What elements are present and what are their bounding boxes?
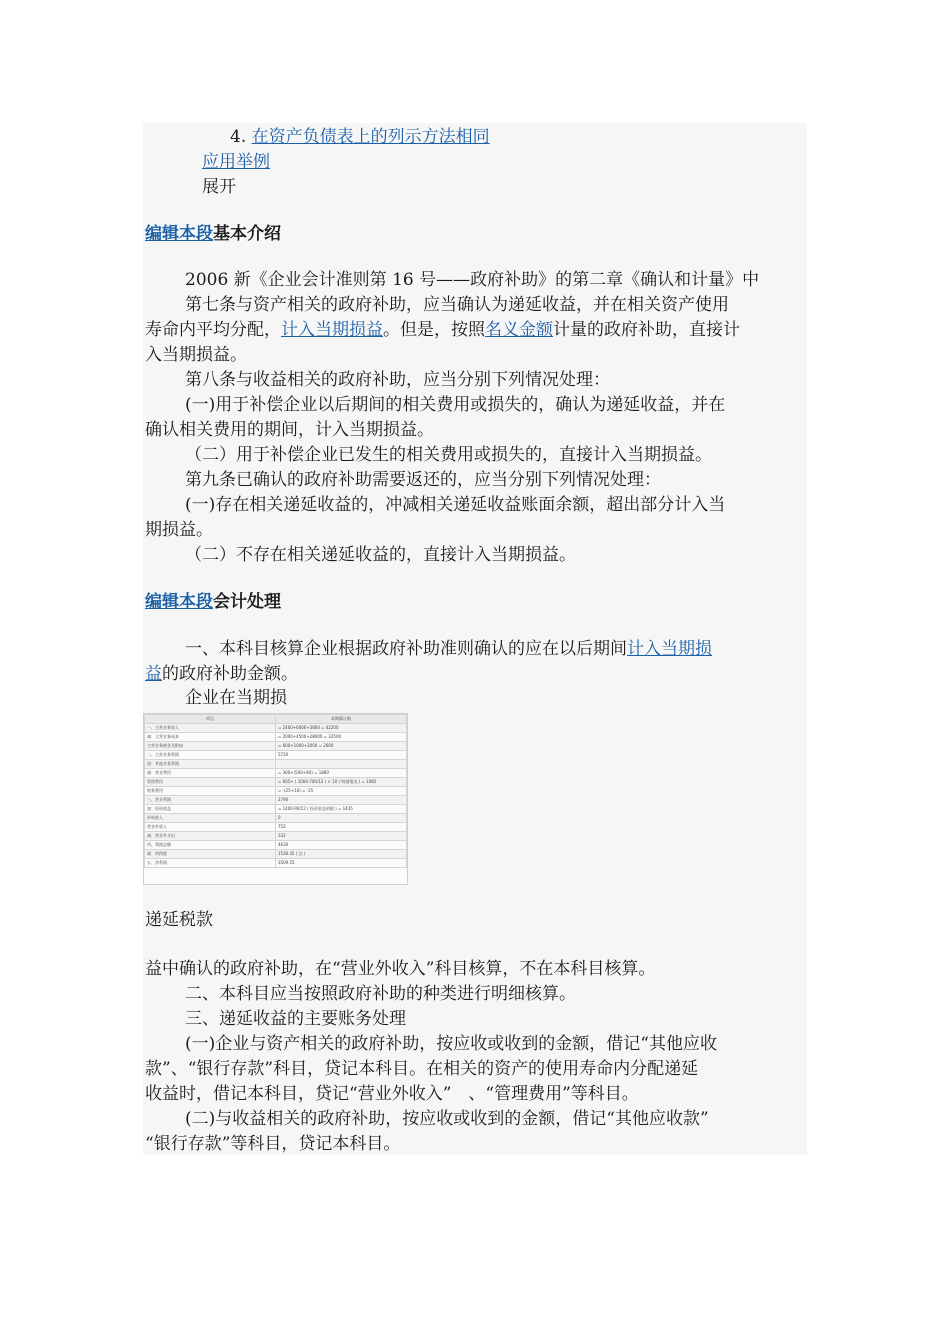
paragraph: 益中确认的政府补助，在“营业外收入”科目核算，不在本科目核算。 [145,959,656,979]
table-body [145,724,407,868]
toc-item-number: 4. [230,127,247,147]
table-row [145,787,407,796]
table-cell: 财务费用 [145,787,276,796]
table-row [145,796,407,805]
table-cell: 补贴收入 [145,814,276,823]
table-row [145,769,407,778]
table-row [145,814,407,823]
edit-section-link[interactable]: 编辑本段 [145,592,213,612]
table-cell: = -(25+10) = -35 [276,787,407,796]
table-cell: 减：所得税 [145,850,276,859]
paragraph-line: 确认相关费用的期间，计入当期损益。 [145,420,434,440]
link-profit-loss-cont[interactable]: 益 [145,664,162,684]
table-cell: 五、净利润 [145,859,276,868]
table-row [145,823,407,832]
paragraph-line: 款”、“银行存款”科目，贷记本科目。在相关的资产的使用寿命内分配递延 [145,1059,699,1079]
paragraph: （二）用于补偿企业已发生的相关费用或损失的，直接计入当期损益。 [185,445,712,465]
table-row [145,724,407,733]
table-cell: 二、主营业务利润 [145,751,276,760]
paragraph-line [145,318,740,343]
table-row [145,751,407,760]
paragraph: 递延税款 [145,910,213,930]
table-cell [276,760,407,769]
table-cell: 752 [276,823,407,832]
toc-link-example[interactable]: 应用举例 [202,152,270,172]
table-header-row [145,715,407,724]
table-cell: 减：主营业务成本 [145,733,276,742]
table-cell: 营业外收入 [145,823,276,832]
section-title: 基本介绍 [213,224,281,244]
table-cell: = 2000+4500+28000 = 32500 [276,733,407,742]
paragraph: 二、本科目应当按照政府补助的种类进行明细核算。 [185,984,576,1004]
text-span: 寿命内平均分配， [145,320,281,340]
paragraph-line: 期损益。 [145,520,213,540]
table-cell: 减：营业费用 [145,769,276,778]
toc-item-4 [230,125,490,150]
section-title: 会计处理 [213,592,281,612]
paragraph: 第八条与收益相关的政府补助，应当分别下列情况处理： [185,370,610,390]
table-cell: 0 [276,814,407,823]
toc-link-balance-sheet[interactable]: 在资产负债表上的列示方法相同 [251,127,490,147]
paragraph: (一)企业与资产相关的政府补助，按应收或收到的金额，借记“其他应收 [185,1034,717,1054]
expand-label[interactable]: 展开 [202,177,236,197]
income-statement-figure [143,713,408,885]
paragraph: (一)存在相关递延收益的，冲减相关递延收益账面余额，超出部分计入当 [185,495,726,515]
paragraph-line [185,637,712,662]
table-cell: 管理费用 [145,778,276,787]
table-cell: = 605+ ( 1000-700/12 ) × 10 ( 明细情况 ) = 1085 [276,778,407,787]
paragraph: 三、递延收益的主要账务处理 [185,1009,406,1029]
section-heading-intro [145,222,281,247]
text-span: 一、本科目核算企业根据政府补助准则确认的应在以后期间 [185,639,627,659]
text-span: 的政府补助金额。 [162,664,298,684]
table-cell: 三、营业利润 [145,796,276,805]
paragraph: (一)用于补偿企业以后期间的相关费用或损失的，确认为递延收益，并在 [185,395,726,415]
table-cell: 加：投资收益 [145,805,276,814]
paragraph-line: “银行存款”等科目，贷记本科目。 [145,1134,401,1154]
table-cell: 减：营业外支出 [145,832,276,841]
paragraph: (二)与收益相关的政府补助，按应收或收到的金额，借记“其他应收款” [185,1109,709,1129]
paragraph: 第七条与资产相关的政府补助，应当确认为递延收益，并在相关资产使用 [185,295,729,315]
table-header-cell: 本期累计数 [276,715,407,724]
table-row [145,742,407,751]
edit-section-link[interactable]: 编辑本段 [145,224,213,244]
table-cell: 332 [276,832,407,841]
table-row [145,733,407,742]
table-cell: = 2400+6000+3800 = 42200 [276,724,407,733]
table-row [145,850,407,859]
link-nominal-amount[interactable]: 名义金额 [485,320,553,340]
table-row [145,832,407,841]
income-statement-table [144,714,407,868]
table-cell: 加：其他业务利润 [145,760,276,769]
paragraph-line: 收益时，借记本科目，贷记“营业外收入” 、“管理费用”等科目。 [145,1084,639,1104]
table-cell: = 600+1000+2000 = 2600 [276,742,407,751]
paragraph-line [145,662,298,687]
table-header-cell: 项目 [145,715,276,724]
section-heading-accounting [145,590,281,615]
table-cell: 主营业务税金及附加 [145,742,276,751]
paragraph-line: 入当期损益。 [145,345,247,365]
table-row [145,859,407,868]
table-cell: = 300+(500+80) = 1880 [276,769,407,778]
table-cell: 5720 [276,751,407,760]
table-cell: 3509.55 [276,859,407,868]
toc-item-example [202,150,270,175]
table-cell: = 1400-90/12 ( 投资收益明细 ) = 1435 [276,805,407,814]
paragraph: （二）不存在相关递延收益的，直接计入当期损益。 [185,545,576,565]
table-row [145,778,407,787]
paragraph: 2006 新《企业会计准则第 16 号——政府补助》的第二章《确认和计量》中 [185,270,760,290]
text-span: 。但是，按照 [383,320,485,340]
table-cell: 1530.45 ( 注 ) [276,850,407,859]
table-row [145,760,407,769]
table-row [145,841,407,850]
link-profit-loss[interactable]: 计入当期损 [627,639,712,659]
paragraph: 第九条已确认的政府补助需要返还的，应当分别下列情况处理： [185,470,661,490]
table-cell: 2790 [276,796,407,805]
table-cell: 一、主营业务收入 [145,724,276,733]
table-row [145,805,407,814]
paragraph: 企业在当期损 [185,688,287,708]
table-cell: 4630 [276,841,407,850]
link-profit-loss[interactable]: 计入当期损益 [281,320,383,340]
table-cell: 四、利润总额 [145,841,276,850]
toc-expand[interactable] [202,175,236,200]
text-span: 计量的政府补助，直接计 [553,320,740,340]
